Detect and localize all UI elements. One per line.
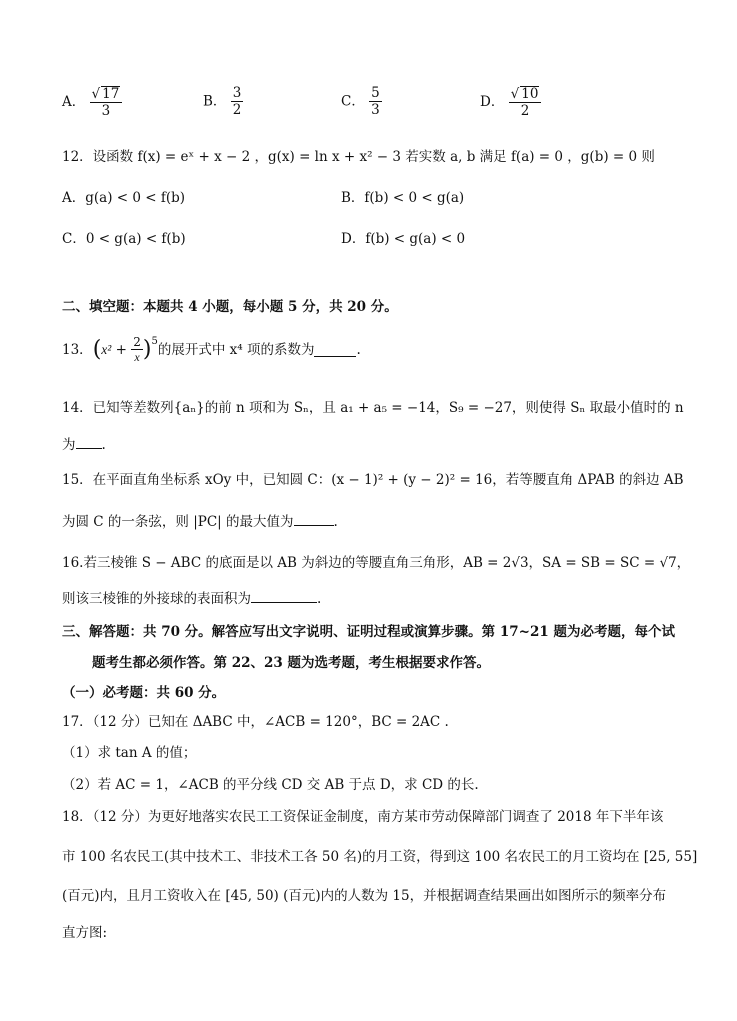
q17-stem: 17．（12 分）已知在 ΔABC 中，∠ACB = 120°，BC = 2AC .	[62, 714, 449, 730]
q11-option-b: B． $\frac{3}{2}$	[203, 85, 242, 118]
q12-stem: 12．设函数 f(x) = eˣ + x − 2 ，g(x) = ln x + x² − 3 若实数 a, b 满足 f(a) = 0 ，g(b) = 0 则	[62, 149, 655, 165]
section2-title: 二、填空题：本题共 4 小题，每小题 5 分，共 20 分。	[62, 299, 398, 315]
q15-line2: 为圆 C 的一条弦，则 |PC| 的最大值为 .	[62, 514, 338, 530]
q14-answer-blank[interactable]	[76, 436, 102, 449]
q15-line1: 15．在平面直角坐标系 xOy 中，已知圆 C：(x − 1)² + (y − 2)² = 16，若等腰直角 ΔPAB 的斜边 AB	[62, 472, 684, 488]
q17-part1: （1）求 tan A 的值；	[62, 745, 197, 761]
q18-line3: (百元)内，且月工资收入在 [45, 50) (百元)内的人数为 15，并根据调查结果画出如图所示的频率分布	[62, 888, 667, 904]
q16-line2: 则该三棱锥的外接球的表面积为 .	[62, 591, 322, 607]
q12-option-b: B．f(b) < 0 < g(a)	[341, 190, 465, 206]
q13-answer-blank[interactable]	[314, 344, 356, 357]
q13-expression: (	[92, 337, 102, 363]
q18-line1: 18．（12 分）为更好地落实农民工工资保证金制度，南方某市劳动保障部门调查了 2018 年下半年该	[62, 809, 664, 825]
q11-option-a: A． $\frac{√ 17}{3}$	[62, 86, 122, 119]
q18-line2: 市 100 名农民工(其中技术工、非技术工各 50 名)的月工资，得到这 100 名农民工的月工资均在 [25, 55]	[62, 849, 698, 865]
q17-part2: （2）若 AC = 1，∠ACB 的平分线 CD 交 AB 于点 D，求 CD 的长.	[62, 777, 479, 793]
section3-line1: 三、解答题：共 70 分。解答应写出文字说明、证明过程或演算步骤。第 17~21 题为必考题，每个试	[62, 624, 675, 640]
q16-line1: 16.若三棱锥 S − ABC 的底面是以 AB 为斜边的等腰直角三角形，AB = 2√3，SA = SB = SC = √7，	[62, 555, 691, 571]
q13: 13． ( x² + $\frac{2}{x}$ ) $^5$ 的展开式中 x⁴ 项的系数为 .	[62, 335, 361, 365]
section3-sub: （一）必考题：共 60 分。	[62, 685, 226, 701]
q18-line4: 直方图:	[62, 925, 108, 941]
q15-answer-blank[interactable]	[294, 513, 334, 526]
section3-line2: 题考生都必须作答。第 22、23 题为选考题，考生根据要求作答。	[92, 655, 490, 671]
q16-answer-blank[interactable]	[251, 590, 317, 603]
q12-option-a: A．g(a) < 0 < f(b)	[62, 190, 186, 206]
q14-line1: 14．已知等差数列{aₙ}的前 n 项和为 Sₙ，且 a₁ + a₅ = −14，S₉ = −27，则使得 Sₙ 取最小值时的 n	[62, 400, 684, 416]
q12-option-d: D．f(b) < g(a) < 0	[341, 231, 466, 247]
q12-option-c: C．0 < g(a) < f(b)	[62, 231, 186, 247]
q14-line2: 为 .	[62, 437, 106, 453]
q11-option-d: D． $\frac{√ 10}{2}$	[480, 86, 541, 119]
q11-option-c: C． $\frac{5}{3}$	[341, 85, 380, 118]
